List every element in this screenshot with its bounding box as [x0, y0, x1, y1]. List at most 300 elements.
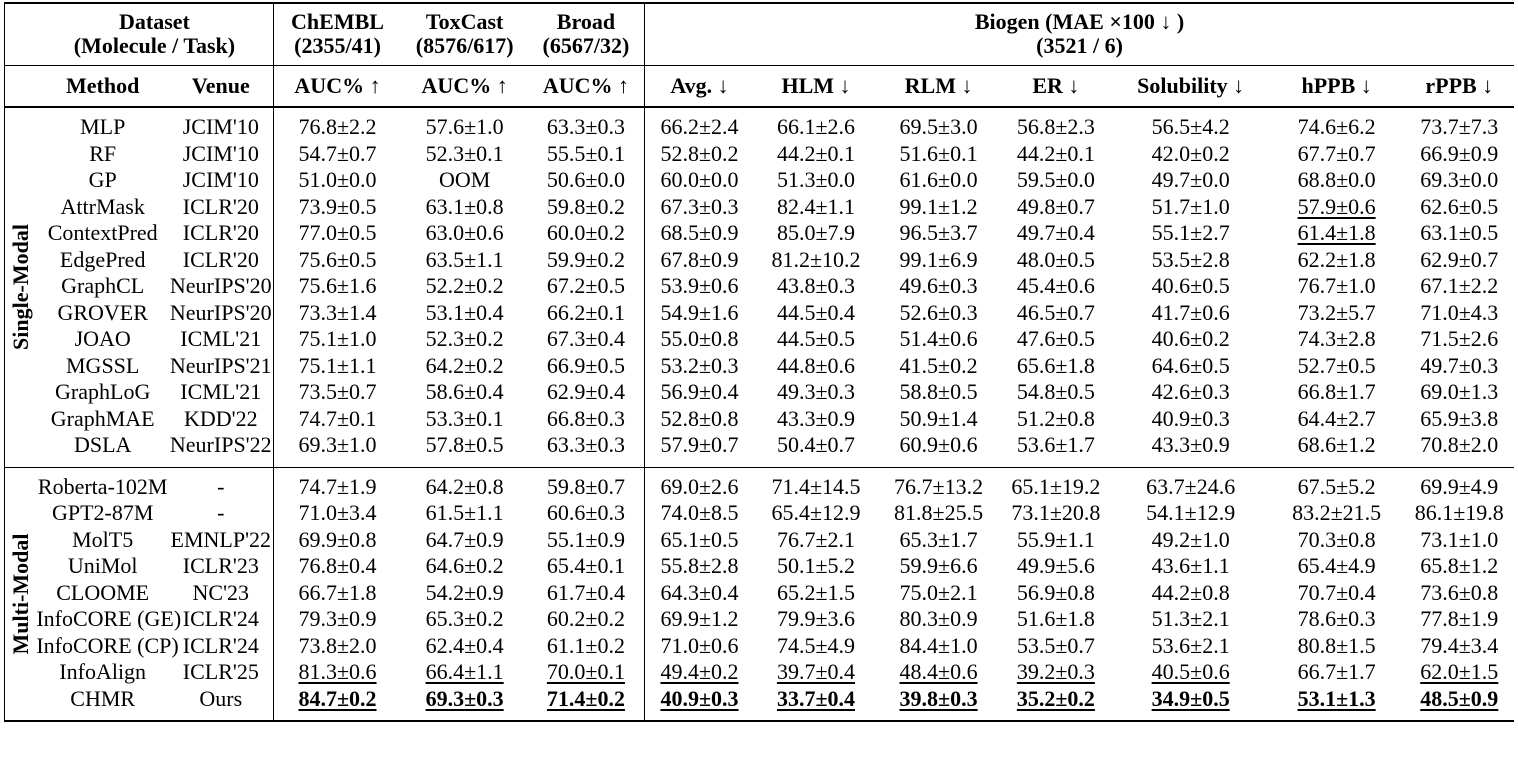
cell-value: 64.7±0.9 [425, 526, 504, 552]
cell-value: 73.8±2.0 [298, 632, 377, 658]
value-cell-biogen-rppb [1405, 300, 1514, 327]
value-cell-biogen-er [999, 659, 1113, 686]
value-cell-toxcast-auc [401, 580, 527, 607]
cell-value: 75.1±1.0 [298, 326, 377, 351]
value-cell-biogen-hppb [1269, 379, 1405, 406]
value-cell-biogen-avg [645, 247, 754, 274]
value-cell-broad-auc [528, 606, 645, 633]
value-cell-broad-auc [528, 686, 645, 722]
cell-value: 56.5±4.2 [1151, 114, 1230, 139]
cell-value: 59.9±6.6 [899, 553, 978, 578]
value-cell-biogen-hppb [1269, 194, 1405, 221]
cell-value: 49.4±0.2 [660, 659, 739, 684]
value-cell-biogen-er [999, 527, 1113, 554]
dataset-size: (2355/41) [294, 33, 381, 58]
value-cell-biogen-hlm [754, 686, 878, 722]
biogen-title: Biogen (MAE ×100 ↓ ) [974, 9, 1185, 34]
cell-value: 64.6±0.2 [425, 553, 504, 578]
value-cell-biogen-rppb [1405, 353, 1514, 380]
method-cell: GP [88, 167, 117, 192]
cell-value: 67.5±5.2 [1297, 473, 1376, 499]
cell-value: 53.5±0.7 [1016, 632, 1095, 658]
table-row [5, 247, 1515, 274]
value-cell-biogen-rlm [878, 686, 999, 722]
cell-value: 70.0±0.1 [546, 659, 625, 684]
value-cell-biogen-hlm [754, 141, 878, 168]
table-row [5, 406, 1515, 433]
value-cell-toxcast-auc [401, 686, 527, 722]
cell-value: 81.8±25.5 [894, 500, 984, 525]
cell-value: 73.9±0.5 [298, 193, 377, 219]
cell-value: 49.2±1.0 [1151, 526, 1230, 552]
value-cell-biogen-hppb [1269, 553, 1405, 580]
cell-value: 81.3±0.6 [298, 659, 377, 684]
cell-value: 51.3±2.1 [1151, 606, 1230, 631]
value-cell-biogen-solubility [1113, 167, 1269, 194]
group-label-cell [5, 467, 37, 721]
value-cell-biogen-rlm [878, 406, 999, 433]
value-cell-biogen-avg [645, 553, 754, 580]
value-cell-chembl-auc [273, 141, 401, 168]
cell-value: 44.2±0.1 [776, 140, 856, 166]
table-row [5, 326, 1515, 353]
table-row [5, 141, 1515, 168]
method-cell: InfoCORE (CP) [36, 632, 179, 658]
cell-value: 44.8±0.6 [776, 352, 856, 378]
value-cell-biogen-rppb [1405, 580, 1514, 607]
venue-cell: JCIM'10 [182, 140, 259, 166]
value-cell-biogen-rlm [878, 194, 999, 221]
cell-value: 74.7±1.9 [298, 473, 377, 499]
value-cell-broad-auc [528, 353, 645, 380]
value-cell-biogen-hlm [754, 379, 878, 406]
cell-value: 50.6±0.0 [546, 167, 625, 192]
cell-value: 57.8±0.5 [425, 432, 504, 457]
cell-value: 84.4±1.0 [899, 632, 978, 658]
value-cell-chembl-auc [273, 432, 401, 467]
value-cell-biogen-er [999, 432, 1113, 467]
value-cell-biogen-rppb [1405, 141, 1514, 168]
cell-value: 51.0±0.0 [298, 167, 377, 192]
value-cell-biogen-er [999, 580, 1113, 607]
cell-value: 65.3±0.2 [425, 606, 504, 631]
venue-cell: NC'23 [192, 579, 250, 605]
value-cell-biogen-hppb [1269, 107, 1405, 141]
column-header-biogen-rppb: rPPB ↓ [1425, 72, 1494, 98]
cell-value: 49.9±5.6 [1016, 553, 1095, 578]
value-cell-broad-auc [528, 326, 645, 353]
cell-value: 76.7±13.2 [894, 473, 984, 499]
cell-value: 65.4±12.9 [771, 500, 861, 525]
cell-value: 54.2±0.9 [425, 579, 504, 605]
value-cell-biogen-hppb [1269, 220, 1405, 247]
value-cell-biogen-hppb [1269, 500, 1405, 527]
value-cell-biogen-solubility [1113, 300, 1269, 327]
method-cell: Roberta-102M [37, 473, 168, 499]
cell-value: 63.0±0.6 [425, 220, 504, 245]
value-cell-biogen-er [999, 467, 1113, 500]
table-row [5, 194, 1515, 221]
cell-value: 64.6±0.5 [1151, 352, 1230, 378]
cell-value: 69.9±4.9 [1420, 473, 1499, 499]
table-row [5, 553, 1515, 580]
cell-value: 68.8±0.0 [1297, 167, 1376, 192]
table-row [5, 500, 1515, 527]
cell-value: 67.1±2.2 [1420, 273, 1499, 298]
cell-value: 61.7±0.4 [546, 579, 625, 605]
value-cell-biogen-rlm [878, 353, 999, 380]
value-cell-chembl-auc [273, 527, 401, 554]
value-cell-biogen-rppb [1405, 326, 1514, 353]
value-cell-biogen-solubility [1113, 406, 1269, 433]
table-row [5, 167, 1515, 194]
cell-value: 43.3±0.9 [1151, 432, 1230, 457]
value-cell-biogen-solubility [1113, 273, 1269, 300]
value-cell-biogen-hlm [754, 633, 878, 660]
cell-value: 99.1±1.2 [899, 193, 978, 219]
value-cell-broad-auc [528, 300, 645, 327]
value-cell-biogen-er [999, 194, 1113, 221]
cell-value: 71.0±3.4 [298, 500, 377, 525]
cell-value: 75.1±1.1 [298, 352, 377, 378]
dataset-name: Broad [556, 9, 616, 34]
cell-value: 80.8±1.5 [1297, 632, 1376, 658]
value-cell-biogen-rppb [1405, 606, 1514, 633]
cell-value: 59.8±0.7 [546, 473, 625, 499]
cell-value: 67.8±0.9 [660, 246, 739, 272]
value-cell-biogen-solubility [1113, 247, 1269, 274]
cell-value: 60.6±0.3 [546, 500, 625, 525]
value-cell-biogen-rppb [1405, 633, 1514, 660]
value-cell-chembl-auc [273, 580, 401, 607]
value-cell-biogen-rppb [1405, 467, 1514, 500]
column-header-biogen-er: ER ↓ [1032, 72, 1080, 98]
table-row [5, 273, 1515, 300]
value-cell-toxcast-auc [401, 432, 527, 467]
value-cell-biogen-rppb [1405, 500, 1514, 527]
value-cell-biogen-avg [645, 527, 754, 554]
value-cell-biogen-hlm [754, 659, 878, 686]
cell-value: 71.0±0.6 [660, 632, 739, 658]
value-cell-biogen-er [999, 326, 1113, 353]
cell-value: 63.3±0.3 [546, 114, 625, 139]
venue-cell: NeurIPS'20 [169, 299, 272, 325]
value-cell-biogen-avg [645, 580, 754, 607]
venue-cell: EMNLP'22 [170, 526, 272, 552]
cell-value: 65.2±1.5 [776, 579, 856, 605]
column-header-biogen-hppb: hPPB ↓ [1301, 72, 1372, 98]
value-cell-biogen-solubility [1113, 432, 1269, 467]
method-cell: UniMol [67, 553, 138, 578]
cell-value: 77.8±1.9 [1420, 606, 1499, 631]
value-cell-broad-auc [528, 553, 645, 580]
method-cell: ContextPred [47, 220, 158, 245]
cell-value: 53.6±2.1 [1151, 632, 1230, 658]
cell-value: 45.4±0.6 [1016, 273, 1095, 298]
value-cell-biogen-solubility [1113, 580, 1269, 607]
venue-cell: ICLR'24 [182, 632, 259, 658]
value-cell-chembl-auc [273, 194, 401, 221]
value-cell-biogen-er [999, 553, 1113, 580]
method-cell: CHMR [70, 685, 136, 711]
value-cell-biogen-hlm [754, 353, 878, 380]
cell-value: 75.6±0.5 [298, 246, 377, 272]
value-cell-broad-auc [528, 167, 645, 194]
value-cell-biogen-rlm [878, 220, 999, 247]
value-cell-biogen-rppb [1405, 273, 1514, 300]
value-cell-biogen-avg [645, 379, 754, 406]
value-cell-toxcast-auc [401, 167, 527, 194]
method-cell: CLOOME [56, 579, 150, 605]
cell-value: 62.0±1.5 [1420, 659, 1499, 684]
table-row [5, 467, 1515, 500]
value-cell-biogen-solubility [1113, 606, 1269, 633]
dataset-broad-header [528, 3, 645, 66]
venue-cell: ICML'21 [180, 379, 262, 404]
value-cell-biogen-hlm [754, 527, 878, 554]
venue-cell: NeurIPS'20 [169, 273, 272, 298]
value-cell-toxcast-auc [401, 141, 527, 168]
value-cell-biogen-rlm [878, 500, 999, 527]
value-cell-biogen-solubility [1113, 353, 1269, 380]
method-cell: GraphLoG [55, 379, 151, 404]
value-cell-biogen-hppb [1269, 633, 1405, 660]
method-cell: GraphMAE [50, 405, 155, 431]
value-cell-biogen-rlm [878, 553, 999, 580]
value-cell-biogen-er [999, 633, 1113, 660]
value-cell-biogen-avg [645, 467, 754, 500]
value-cell-chembl-auc [273, 633, 401, 660]
value-cell-biogen-hlm [754, 220, 878, 247]
dataset-toxcast-header [401, 3, 527, 66]
dataset-name: ToxCast [425, 9, 504, 34]
value-cell-biogen-hlm [754, 273, 878, 300]
cell-value: 52.6±0.3 [899, 299, 978, 325]
cell-value: 44.2±0.1 [1016, 140, 1095, 166]
value-cell-toxcast-auc [401, 500, 527, 527]
value-cell-chembl-auc [273, 406, 401, 433]
cell-value: 63.3±0.3 [546, 432, 625, 457]
cell-value: 64.2±0.8 [425, 473, 504, 499]
cell-value: 60.0±0.0 [660, 167, 739, 192]
value-cell-biogen-hppb [1269, 432, 1405, 467]
value-cell-biogen-rlm [878, 141, 999, 168]
cell-value: 40.9±0.3 [1151, 405, 1230, 431]
value-cell-biogen-rlm [878, 326, 999, 353]
venue-cell: ICLR'24 [182, 606, 259, 631]
method-cell: RF [89, 140, 117, 166]
cell-value: 50.9±1.4 [899, 405, 978, 431]
cell-value: 74.7±0.1 [298, 405, 377, 431]
cell-value: 71.5±2.6 [1420, 326, 1499, 351]
value-cell-biogen-avg [645, 273, 754, 300]
cell-value: 57.9±0.6 [1297, 193, 1376, 219]
value-cell-biogen-rlm [878, 247, 999, 274]
value-cell-biogen-solubility [1113, 379, 1269, 406]
value-cell-biogen-avg [645, 406, 754, 433]
value-cell-biogen-avg [645, 167, 754, 194]
value-cell-biogen-er [999, 606, 1113, 633]
method-cell: GraphCL [61, 273, 145, 298]
value-cell-biogen-hlm [754, 107, 878, 141]
value-cell-biogen-solubility [1113, 326, 1269, 353]
value-cell-biogen-er [999, 353, 1113, 380]
cell-value: 65.6±1.8 [1016, 352, 1095, 378]
value-cell-biogen-rlm [878, 633, 999, 660]
value-cell-biogen-rppb [1405, 167, 1514, 194]
cell-value: 51.3±0.0 [776, 167, 856, 192]
cell-value: 48.4±0.6 [899, 659, 978, 684]
venue-cell: - [217, 473, 225, 499]
cell-value: 64.4±2.7 [1297, 405, 1376, 431]
table-row [5, 686, 1515, 722]
cell-value: 59.9±0.2 [546, 246, 625, 272]
cell-value: 52.8±0.2 [660, 140, 739, 166]
cell-value: 99.1±6.9 [899, 246, 978, 272]
cell-value: 75.6±1.6 [298, 273, 377, 298]
venue-cell: ICLR'25 [182, 659, 259, 684]
value-cell-broad-auc [528, 467, 645, 500]
cell-value: 49.3±0.3 [776, 379, 856, 404]
dataset-title: Dataset [119, 9, 190, 34]
value-cell-biogen-hlm [754, 247, 878, 274]
value-cell-biogen-rppb [1405, 659, 1514, 686]
cell-value: 70.3±0.8 [1297, 526, 1376, 552]
value-cell-biogen-solubility [1113, 659, 1269, 686]
cell-value: 54.8±0.5 [1016, 379, 1095, 404]
cell-value: 62.9±0.7 [1420, 246, 1499, 272]
value-cell-biogen-rlm [878, 659, 999, 686]
value-cell-broad-auc [528, 527, 645, 554]
cell-value: 61.6±0.0 [899, 167, 978, 192]
column-header-biogen-solubility: Solubility ↓ [1137, 72, 1245, 98]
cell-value: 46.5±0.7 [1016, 299, 1095, 325]
value-cell-biogen-avg [645, 633, 754, 660]
value-cell-toxcast-auc [401, 406, 527, 433]
cell-value: 52.8±0.8 [660, 405, 739, 431]
cell-value: 51.6±1.8 [1016, 606, 1095, 631]
cell-value: 53.1±0.4 [425, 299, 504, 325]
value-cell-biogen-er [999, 167, 1113, 194]
venue-cell: ICLR'20 [182, 193, 259, 219]
cell-value: 67.2±0.5 [546, 273, 625, 298]
cell-value: 79.9±3.6 [776, 606, 856, 631]
cell-value: 51.6±0.1 [899, 140, 978, 166]
cell-value: 69.3±0.3 [425, 685, 504, 711]
value-cell-biogen-rppb [1405, 220, 1514, 247]
value-cell-chembl-auc [273, 353, 401, 380]
value-cell-biogen-avg [645, 107, 754, 141]
cell-value: 66.7±1.8 [298, 579, 377, 605]
cell-value: 63.1±0.8 [425, 193, 504, 219]
cell-value: 44.5±0.5 [776, 326, 856, 351]
value-cell-biogen-avg [645, 141, 754, 168]
value-cell-toxcast-auc [401, 606, 527, 633]
value-cell-biogen-avg [645, 432, 754, 467]
corner-cell [5, 3, 37, 66]
venue-cell: ICML'21 [180, 326, 262, 351]
value-cell-toxcast-auc [401, 220, 527, 247]
table-row [5, 633, 1515, 660]
cell-value: 55.1±2.7 [1151, 220, 1230, 245]
value-cell-toxcast-auc [401, 194, 527, 221]
cell-value: 48.5±0.9 [1420, 685, 1499, 711]
value-cell-broad-auc [528, 194, 645, 221]
group-label-cell [5, 107, 37, 467]
value-cell-biogen-hlm [754, 467, 878, 500]
value-cell-biogen-rlm [878, 107, 999, 141]
cell-value: 84.7±0.2 [298, 685, 377, 711]
cell-value: 53.9±0.6 [660, 273, 739, 298]
value-cell-biogen-hppb [1269, 300, 1405, 327]
value-cell-biogen-er [999, 379, 1113, 406]
cell-value: 40.6±0.5 [1151, 273, 1230, 298]
table-row [5, 107, 1515, 141]
cell-value: 69.5±3.0 [899, 114, 978, 139]
venue-cell: NeurIPS'21 [169, 352, 272, 378]
value-cell-broad-auc [528, 220, 645, 247]
cell-value: 74.5±4.9 [776, 632, 856, 658]
cell-value: 64.3±0.4 [660, 579, 739, 605]
cell-value: 66.9±0.5 [546, 352, 625, 378]
dataset-header [36, 3, 273, 66]
cell-value: 71.4±0.2 [546, 685, 625, 711]
value-cell-toxcast-auc [401, 326, 527, 353]
value-cell-broad-auc [528, 659, 645, 686]
cell-value: 73.5±0.7 [298, 379, 377, 404]
value-cell-biogen-hlm [754, 194, 878, 221]
value-cell-biogen-er [999, 273, 1113, 300]
value-cell-biogen-hppb [1269, 167, 1405, 194]
value-cell-chembl-auc [273, 606, 401, 633]
cell-value: 66.2±2.4 [660, 114, 739, 139]
venue-cell: ICLR'20 [182, 246, 259, 272]
method-cell: GROVER [57, 299, 148, 325]
value-cell-biogen-rlm [878, 606, 999, 633]
dataset-size: (6567/32) [542, 33, 630, 58]
cell-value: 60.0±0.2 [546, 220, 625, 245]
column-header-biogen-rlm: RLM ↓ [904, 72, 973, 98]
cell-value: 62.6±0.5 [1420, 193, 1499, 219]
value-cell-biogen-hlm [754, 580, 878, 607]
cell-value: 66.2±0.1 [546, 299, 625, 325]
table-row [5, 432, 1515, 467]
cell-value: 43.3±0.9 [776, 405, 856, 431]
cell-value: 70.7±0.4 [1297, 579, 1376, 605]
value-cell-chembl-auc [273, 167, 401, 194]
value-cell-biogen-rlm [878, 432, 999, 467]
value-cell-toxcast-auc [401, 527, 527, 554]
cell-value: 39.7±0.4 [776, 659, 856, 684]
cell-value: 51.7±1.0 [1151, 193, 1230, 219]
value-cell-chembl-auc [273, 220, 401, 247]
cell-value: 67.3±0.4 [546, 326, 625, 351]
venue-cell: JCIM'10 [182, 167, 259, 192]
method-cell: MolT5 [72, 526, 134, 552]
cell-value: 52.3±0.1 [425, 140, 504, 166]
value-cell-biogen-rlm [878, 379, 999, 406]
value-cell-biogen-solubility [1113, 500, 1269, 527]
cell-value: 42.6±0.3 [1151, 379, 1230, 404]
dataset-chembl-header [273, 3, 401, 66]
value-cell-biogen-rppb [1405, 107, 1514, 141]
value-cell-biogen-rppb [1405, 379, 1514, 406]
cell-value: 55.8±2.8 [660, 553, 739, 578]
value-cell-chembl-auc [273, 300, 401, 327]
venue-cell: JCIM'10 [182, 114, 259, 139]
cell-value: 81.2±10.2 [771, 246, 861, 272]
value-cell-toxcast-auc [401, 633, 527, 660]
